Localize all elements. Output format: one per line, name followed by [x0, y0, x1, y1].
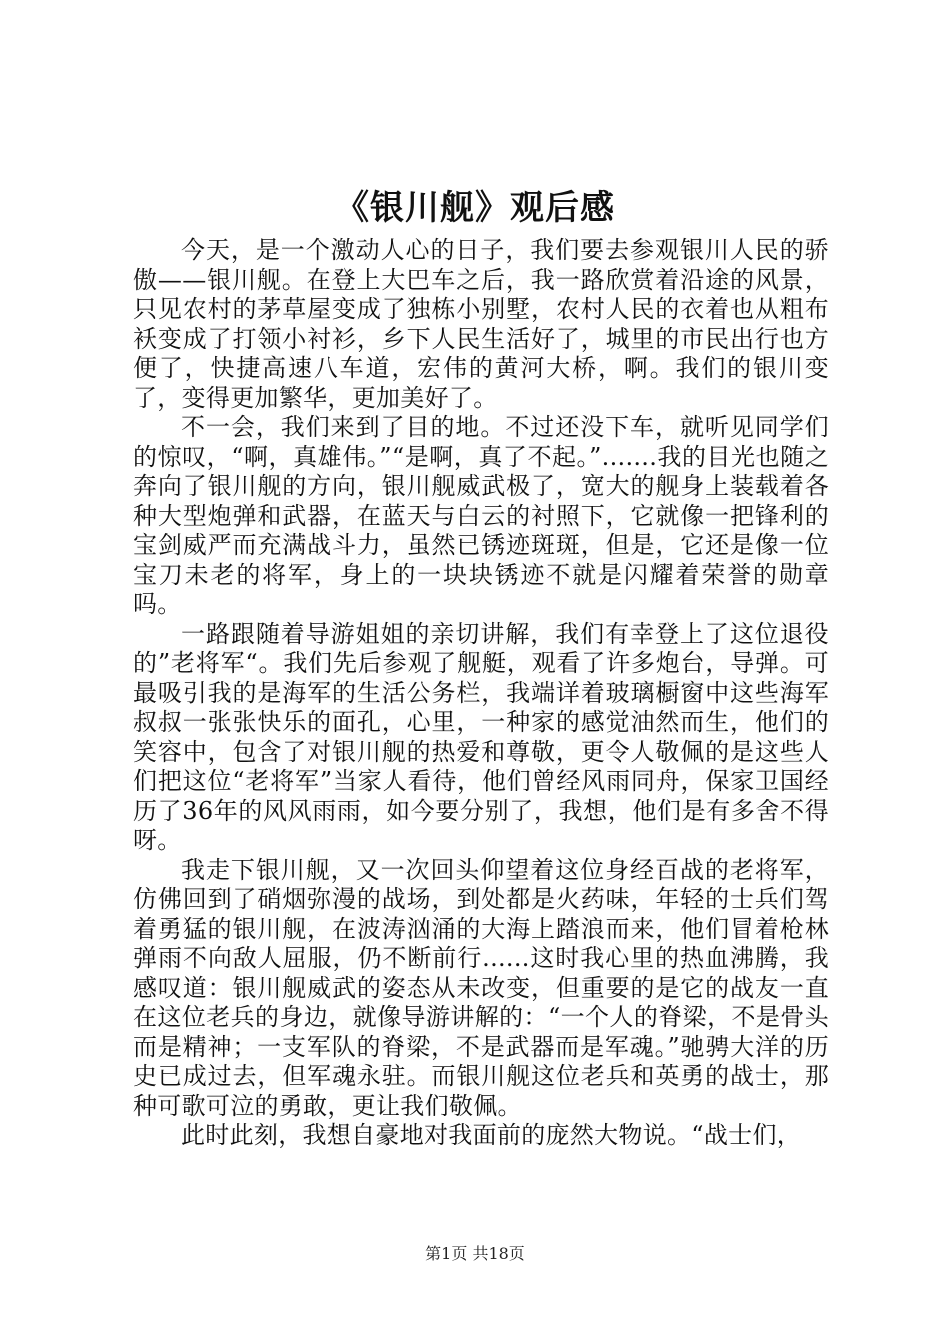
document-body: [133, 236, 829, 1151]
paragraph-5: 此时此刻，我想自豪地对我面前的庞然大物说。“战士们，: [181, 1121, 802, 1149]
document-title: 《银川舰》观后感: [335, 188, 615, 228]
paragraph-1: 今天，是一个激动人心的日子，我们要去参观银川人民的骄傲——银川舰。在登上大巴车之后，我一路欣赏着沿途的风景，只见农村的茅草屋变成了独栋小别墅，农村人民的衣着也从粗布袄变成了打领小衬衫，乡下人民生活好了，城里的市民出行也方便了，快捷高速八车道，宏伟的黄河大桥，啊。我们的银川变了，变得更加繁华，更加美好了。: [133, 236, 829, 412]
paragraph-4: 我走下银川舰，又一次回头仰望着这位身经百战的老将军，仿佛回到了硝烟弥漫的战场，到处都是火药味，年轻的士兵们驾着勇猛的银川舰，在波涛汹涌的大海上踏浪而来，他们冒着枪林弹雨不向敌人屈服，仍不断前行......这时我心里的热血沸腾，我感叹道：银川舰威武的姿态从未改变，但重要的是它的战友一直在这位老兵的身边，就像导游讲解的：“一个人的脊梁，不是骨头而是精神；一支军队的脊梁，不是武器而是军魂。”驰骋大洋的历史已成过去，但军魂永驻。而银川舰这位老兵和英勇的战士，那种可歌可泣的勇敢，更让我们敬佩。: [133, 855, 829, 1120]
paragraph-2: 不一会，我们来到了目的地。不过还没下车，就听见同学们的惊叹，“啊，真雄伟。”“是啊，真了不起。”.......我的目光也随之奔向了银川舰的方向，银川舰威武极了，宽大的舰身上装载着各种大型炮弹和武器，在蓝天与白云的衬照下，它就像一把锋利的宝剑威严而充满战斗力，虽然已锈迹斑斑，但是，它还是像一位宝刀未老的将军，身上的一块块锈迹不就是闪耀着荣誉的勋章吗。: [133, 413, 829, 618]
page-number-footer: 第1页 共18页: [425, 1244, 525, 1263]
paragraph-3: 一路跟随着导游姐姐的亲切讲解，我们有幸登上了这位退役的”老将军“。我们先后参观了舰艇，观看了许多炮台，导弹。可最吸引我的是海军的生活公务栏，我端详着玻璃橱窗中这些海军叔叔一张张快乐的面孔，心里，一种家的感觉油然而生，他们的笑容中，包含了对银川舰的热爱和尊敬，更令人敬佩的是这些人们把这位“老将军”当家人看待，他们曾经风雨同舟，保家卫国经历了36年的风风雨雨，如今要分别了，我想，他们是有多舍不得呀。: [133, 619, 829, 854]
